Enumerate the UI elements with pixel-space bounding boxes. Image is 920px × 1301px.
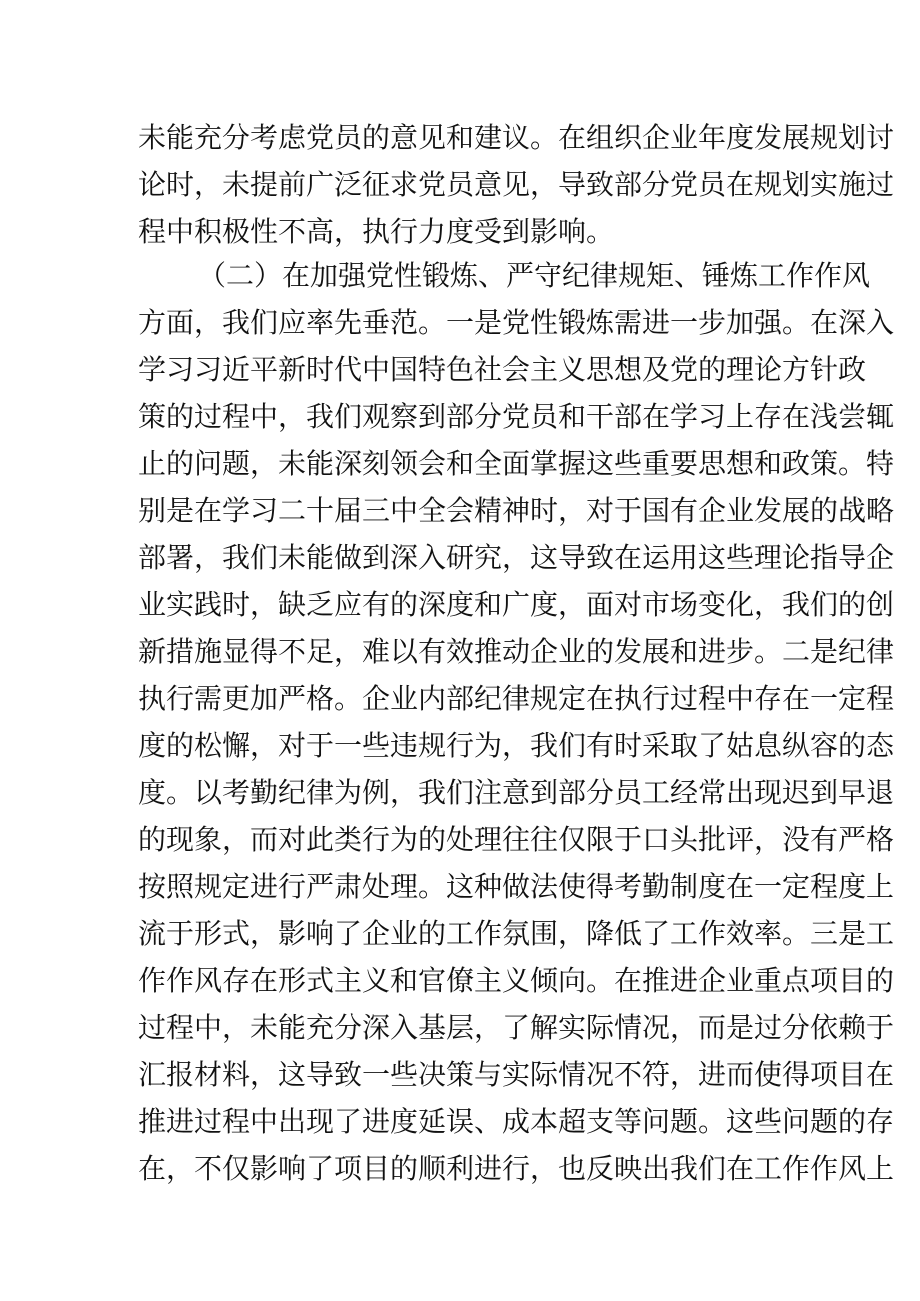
paragraph-2-line-3: 学习习近平新时代中国特色社会主义思想及党的理论方针政 <box>138 353 867 386</box>
paragraph-2-line-17: 过程中，未能充分深入基层，了解实际情况，而是过分依赖于 <box>138 1011 895 1044</box>
paragraph-2-line-15: 流于形式，影响了企业的工作氛围，降低了工作效率。三是工 <box>138 917 895 950</box>
paragraph-2-line-12: 度。以考勤纪律为例，我们注意到部分员工经常出现迟到早退 <box>138 776 895 809</box>
paragraph-2-line-19: 推进过程中出现了进度延误、成本超支等问题。这些问题的存 <box>138 1105 895 1138</box>
paragraph-2-line-11: 度的松懈，对于一些违规行为，我们有时采取了姑息纵容的态 <box>138 729 895 762</box>
paragraph-2-line-18: 汇报材料，这导致一些决策与实际情况不符，进而使得项目在 <box>138 1058 895 1091</box>
paragraph-2-line-1: （二）在加强党性锻炼、严守纪律规矩、锤炼工作作风 <box>198 259 871 292</box>
paragraph-2-line-10: 执行需更加严格。企业内部纪律规定在执行过程中存在一定程 <box>138 682 895 715</box>
paragraph-2-line-2: 方面，我们应率先垂范。一是党性锻炼需进一步加强。在深入 <box>138 306 895 339</box>
paragraph-2-line-7: 部署，我们未能做到深入研究，这导致在运用这些理论指导企 <box>138 541 895 574</box>
paragraph-2-line-16: 作作风存在形式主义和官僚主义倾向。在推进企业重点项目的 <box>138 964 895 997</box>
paragraph-2-line-5: 止的问题，未能深刻领会和全面掌握这些重要思想和政策。特 <box>138 447 895 480</box>
paragraph-2-line-9: 新措施显得不足，难以有效推动企业的发展和进步。二是纪律 <box>138 635 895 668</box>
paragraph-2-line-13: 的现象，而对此类行为的处理往往仅限于口头批评，没有严格 <box>138 823 895 856</box>
paragraph-2-line-8: 业实践时，缺乏应有的深度和广度，面对市场变化，我们的创 <box>138 588 895 621</box>
paragraph-2-line-4: 策的过程中，我们观察到部分党员和干部在学习上存在浅尝辄 <box>138 400 895 433</box>
paragraph-2-line-20: 在，不仅影响了项目的顺利进行，也反映出我们在工作作风上 <box>138 1152 895 1185</box>
paragraph-1-line-1: 未能充分考虑党员的意见和建议。在组织企业年度发展规划讨 <box>138 121 895 154</box>
paragraph-1-line-3: 程中积极性不高，执行力度受到影响。 <box>138 215 615 248</box>
paragraph-2-line-6: 别是在学习二十届三中全会精神时，对于国有企业发展的战略 <box>138 494 895 527</box>
paragraph-2-line-14: 按照规定进行严肃处理。这种做法使得考勤制度在一定程度上 <box>138 870 895 903</box>
paragraph-1-line-2: 论时，未提前广泛征求党员意见，导致部分党员在规划实施过 <box>138 168 895 201</box>
